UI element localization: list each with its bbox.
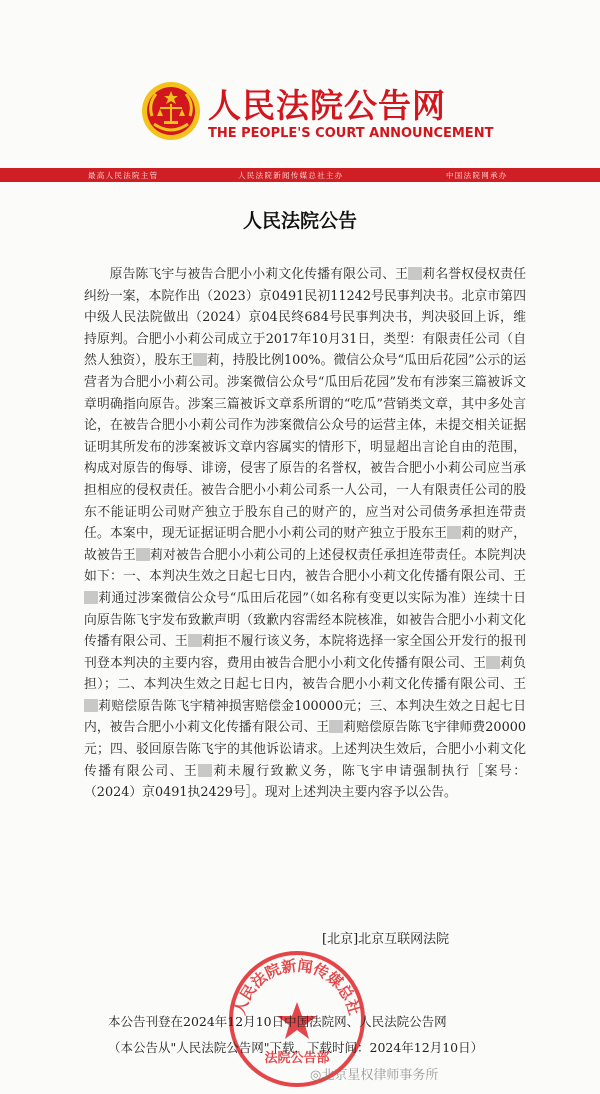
header-bar-texts (0, 168, 600, 182)
body-text-segment: 莉的财产，故被告王 (84, 526, 527, 563)
body-text-segment: 莉拒不履行该义务，本院将选择一家全国公开发行的报刊刊登本判决的主要内容，费用由被告合肥小小莉文化传播有限公司、王 (84, 634, 527, 671)
redaction-block (136, 548, 150, 561)
body-text-segment: 莉赔偿原告陈飞宇律师费20000元；四、驳回原告陈飞宇的其他诉讼请求。上述判决生效后，合肥小小莉文化传播有限公司、王 (84, 720, 526, 779)
bar-text-organizer: 中国法院网承办 (446, 171, 508, 180)
court-signature: [北京]北京互联网法院 (322, 932, 450, 947)
body-text-segment: 莉，持股比例100%。微信公众号“瓜田后花园”公示的运营者为合肥小小莉公司。涉案微信公众号“瓜田后花园”发布有涉案三篇被诉文章明确指向原告。涉案三篇被诉文章系所谓的“吃瓜”营销类文章，其中多处言论，在被告合肥小小莉公司作为涉案微信公众号的运营主体，未提交相关证据证明其所发布的涉案被诉文章内容属实的情形下，明显超出言论自由的范围，构成对原告的侮辱、诽谤，侵害了原告的名誉权，被告合肥小小莉公司应当承担相应的侵权责任。被告合肥小小莉公司系一人公司，一人有限责任公司的股东不能证明公司财产独立于股东自己的财产的，应当对公司债务承担连带责任。本案中，现无证据证明合肥小小莉公司的财产独立于股东王 (84, 353, 526, 542)
redaction-block (188, 634, 202, 647)
redaction-block (198, 764, 212, 777)
body-text-segment: 莉名誉权侵权责任纠纷一案，本院作出（2023）京0491民初11242号民事判决书。北京市第四中级人民法院做出（2024）京04民终684号民事判决书，判决驳回上诉，维持原判。合肥小小莉公司成立于2017年10月31日，类型：有限责任公司（自然人独资），股东王 (84, 267, 527, 369)
body-text-segment: 原告陈飞宇与被告合肥小小莉文化传播有限公司、王 (109, 267, 409, 282)
bar-text-supervisor: 最高人民法院主管 (88, 171, 159, 180)
download-note: （本公告从"人民法院公告网"下载，下载时间：2024年12月10日） (108, 1040, 484, 1055)
publication-note: 本公告刊登在2024年12月10日中国法院网、人民法院公告网 (108, 1014, 447, 1029)
redaction-block (84, 699, 98, 712)
body-text-segment: 莉通过涉案微信公众号“瓜田后花园”（如名称有变更以实际为准）连续十日向原告陈飞宇发布致歉声明（致歉内容需经本院核准，如被告合肥小小莉文化传播有限公司、王 (84, 590, 526, 650)
bar-text-sponsor: 人民法院新闻传媒总社主办 (238, 171, 344, 180)
redaction-block (447, 526, 461, 539)
redaction-block (84, 591, 98, 604)
seal-arc-text: 人民法院新闻传媒总社 (230, 956, 364, 1018)
redaction-block (486, 656, 500, 669)
brand-name-en: THE PEOPLE'S COURT ANNOUNCEMENT (208, 126, 494, 141)
announcement-body (84, 264, 526, 804)
brand-name-cn: 人民法院公告网 (208, 86, 446, 125)
body-text-segment: 莉未履行致歉义务，陈飞宇申请强制执行［案号：（2024）京0491执2429号］。现对上述判决主要内容予以公告。 (84, 763, 527, 801)
source-watermark: ◎北京星权律师事务所 (310, 1068, 439, 1083)
court-announcement-header (0, 0, 600, 185)
court-emblem-icon (140, 80, 202, 142)
redaction-block (193, 353, 207, 366)
body-text-segment: 莉负担）；二、本判决生效之日起七日内，被告合肥小小莉文化传播有限公司、王 (84, 655, 527, 693)
body-text-segment: 莉赔偿原告陈飞宇精神损害赔偿金100000元；三、本判决生效之日起七日内，被告合肥小小莉文化传播有限公司、王 (84, 698, 526, 736)
redaction-block (329, 720, 343, 733)
seal-center-text: 法院公告部 (264, 1051, 330, 1066)
body-text-segment: 莉对被告合肥小小莉公司的上述侵权责任承担连带责任。本院判决如下：一、本判决生效之日起七日内，被告合肥小小莉文化传播有限公司、王 (84, 547, 527, 585)
document-title: 人民法院公告 (242, 210, 357, 232)
redaction-block (408, 267, 422, 280)
